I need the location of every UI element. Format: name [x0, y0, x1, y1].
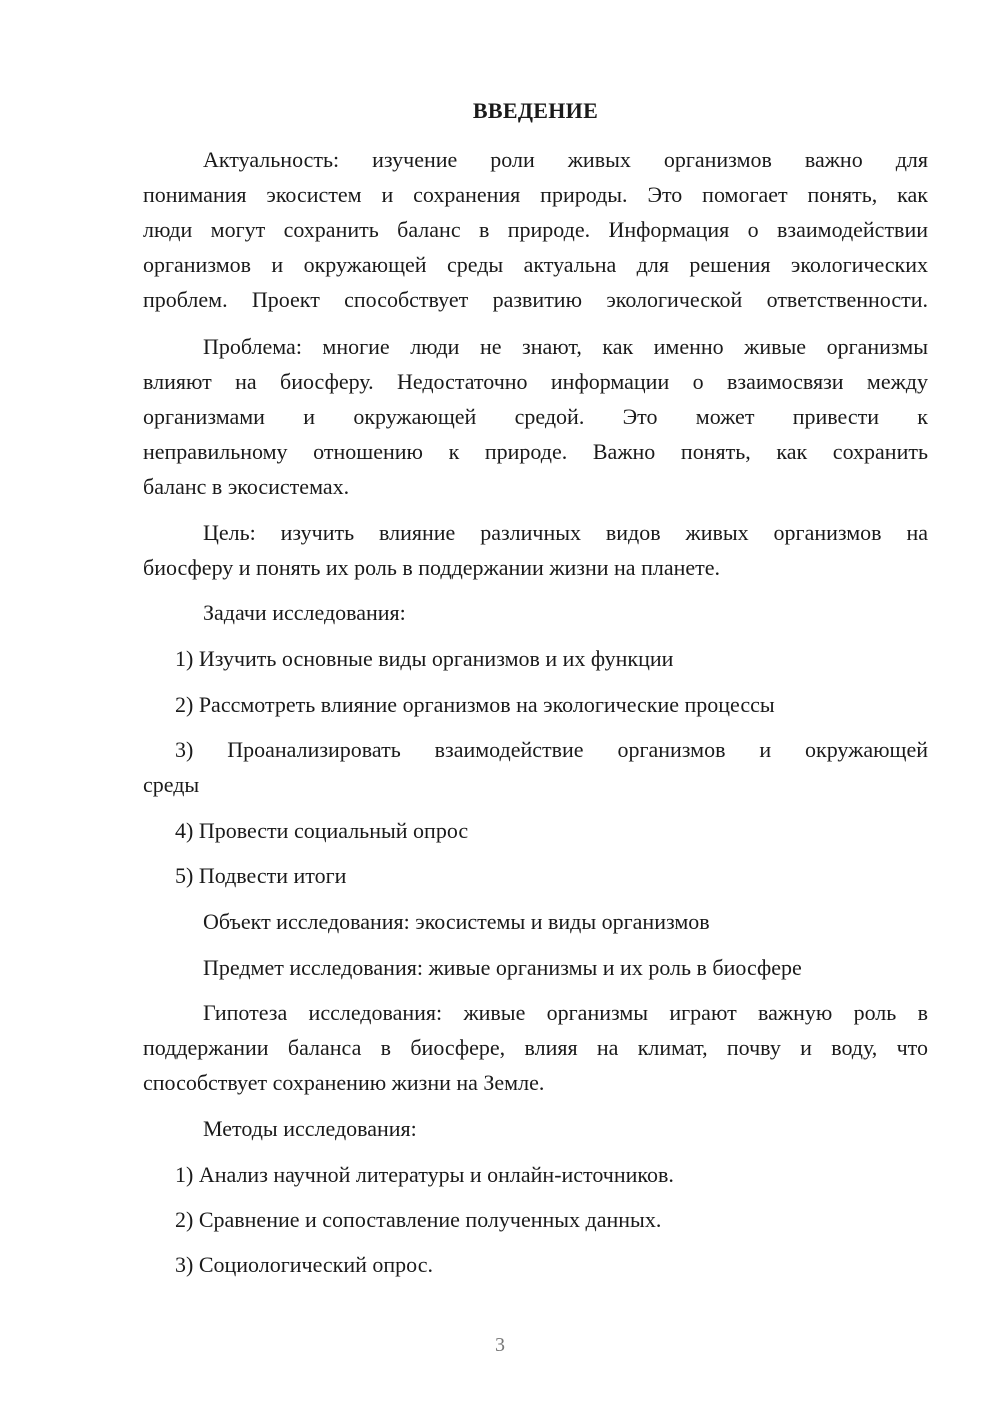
- goal-paragraph: [143, 515, 928, 585]
- text-line: Цель: изучить влияние различных видов живых организмов на: [203, 520, 928, 545]
- text-line: люди могут сохранить баланс в природе. Информация о взаимодействии: [143, 217, 928, 242]
- task-item-2: 2) Рассмотреть влияние организмов на экологические процессы: [175, 692, 775, 717]
- text-line: неправильному отношению к природе. Важно понять, как сохранить: [143, 439, 928, 464]
- text-line: Актуальность: изучение роли живых организмов важно для: [203, 147, 928, 172]
- method-item-2: 2) Сравнение и сопоставление полученных данных.: [175, 1207, 662, 1232]
- text-line: биосферу и понять их роль в поддержании жизни на планете.: [143, 555, 721, 580]
- text-line: среды: [143, 772, 200, 797]
- text-line: Проблема: многие люди не знают, как именно живые организмы: [203, 334, 928, 359]
- research-object: Объект исследования: экосистемы и виды организмов: [203, 909, 710, 934]
- text-line: понимания экосистем и сохранения природы. Это помогает понять, как: [143, 182, 928, 207]
- text-line: 3) Проанализировать взаимодействие организмов и окружающей: [175, 737, 928, 762]
- task-item-4: 4) Провести социальный опрос: [175, 818, 469, 843]
- text-line: проблем. Проект способствует развитию экологической ответственности.: [143, 287, 928, 312]
- text-line: поддержании баланса в биосфере, влияя на климат, почву и воду, что: [143, 1035, 928, 1060]
- task-item-5: 5) Подвести итоги: [175, 863, 347, 888]
- text-line: влияют на биосферу. Недостаточно информации о взаимосвязи между: [143, 369, 928, 394]
- task-item-1: 1) Изучить основные виды организмов и их функции: [175, 646, 674, 671]
- research-subject: Предмет исследования: живые организмы и их роль в биосфере: [203, 955, 802, 980]
- method-item-1: 1) Анализ научной литературы и онлайн-источников.: [175, 1162, 674, 1187]
- hypothesis-paragraph: [143, 995, 928, 1100]
- page-number: 3: [495, 1334, 505, 1356]
- method-item-3: 3) Социологический опрос.: [175, 1252, 433, 1277]
- text-line: способствует сохранению жизни на Земле.: [143, 1070, 545, 1095]
- text-line: Гипотеза исследования: живые организмы играют важную роль в: [203, 1000, 928, 1025]
- section-title: ВВЕДЕНИЕ: [472, 98, 599, 123]
- relevance-paragraph: [143, 142, 928, 317]
- text-line: организмов и окружающей среды актуальна для решения экологических: [143, 252, 928, 277]
- methods-heading: Методы исследования:: [203, 1116, 417, 1141]
- tasks-heading: Задачи исследования:: [203, 600, 406, 625]
- text-line: баланс в экосистемах.: [143, 474, 350, 499]
- task-item-3: [143, 732, 928, 802]
- problem-paragraph: [143, 329, 928, 504]
- text-line: организмами и окружающей средой. Это может привести к: [143, 404, 928, 429]
